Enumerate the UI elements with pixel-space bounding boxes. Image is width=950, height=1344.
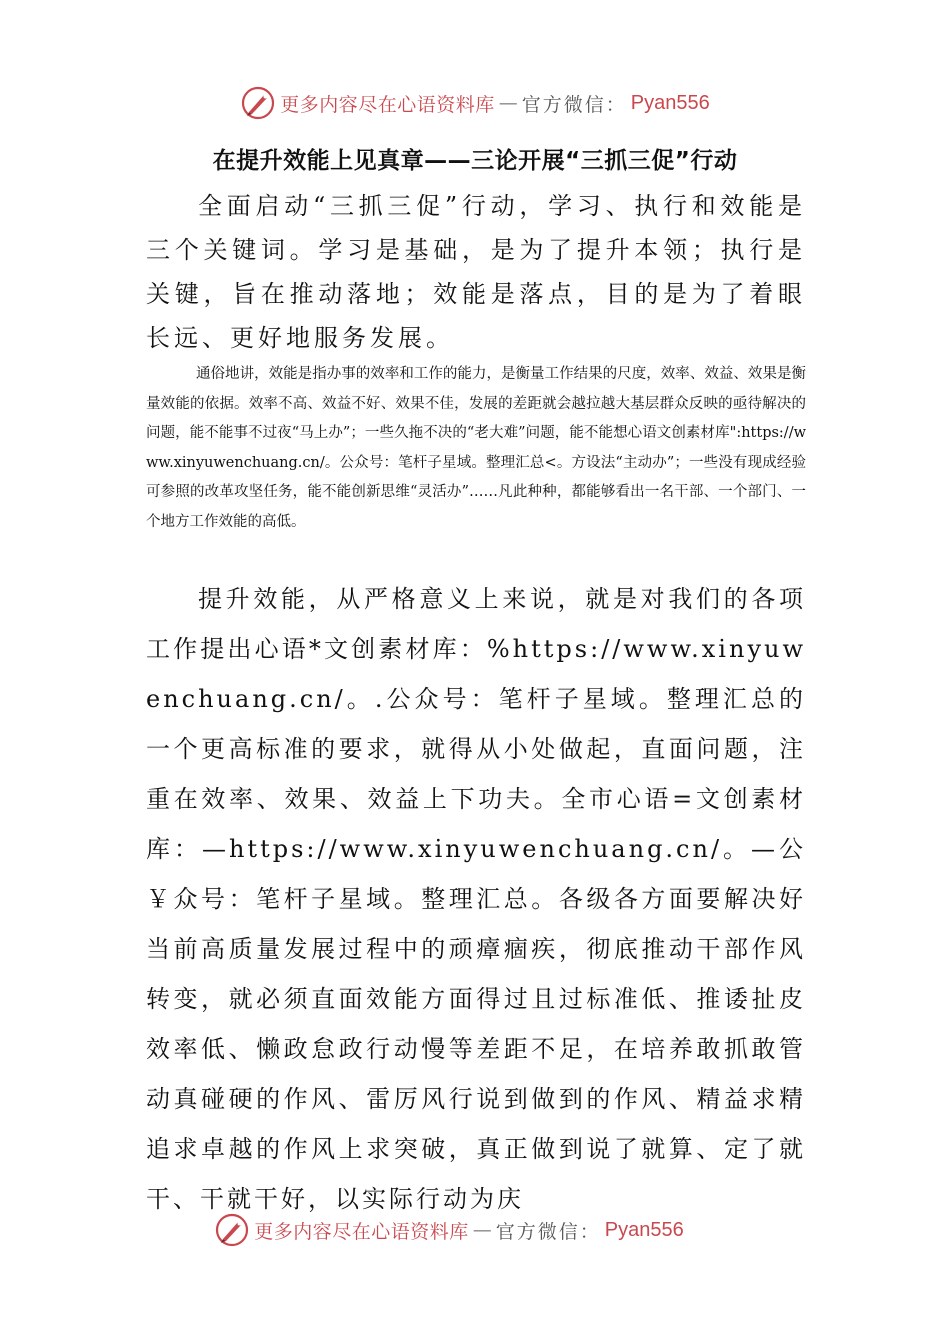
footer-banner-dash: —: [472, 1219, 492, 1241]
paragraph-intro: 全面启动“三抓三促”行动，学习、执行和效能是三个关键词。学习是基础，是为了提升本领；执行是关键，旨在推动落地；效能是落点，目的是为了着眼长远、更好地服务发展。: [146, 192, 806, 352]
footer-banner-text: 更多内容尽在心语资料库: [254, 1220, 469, 1243]
footer-wechat-id: Pyan556: [604, 1218, 684, 1241]
pen-logo-icon: [240, 85, 276, 121]
footer-banner: [0, 1210, 924, 1250]
header-wechat-id: Pyan556: [630, 91, 710, 114]
footer-wechat-label: 官方微信：: [495, 1220, 601, 1243]
paragraph-small-print: 通俗地讲，效能是指办事的效率和工作的能力，是衡量工作结果的尺度，效率、效益、效果是衡量效能的依据。效率不高、效益不好、效果不佳，发展的差距就会越拉越大基层群众反映的亟待解决的问题，能不能事不过夜“马上办”；一些久拖不决的“老大难”问题，能不能想心语文创素材库":https://www.xinyuwenchuang.cn/。公众号：笔杆子星域。整理汇总<。方设法“主动办”；一些没有现成经验可参照的改革攻坚任务，能不能创新思维“灵活办”……凡此种种，都能够看出一名干部、一个部门、一个地方工作效能的高低。: [146, 366, 806, 530]
paragraph-body: 提升效能，从严格意义上来说，就是对我们的各项工作提出心语*文创素材库：%https://www.xinyuwenchuang.cn/。.公众号：笔杆子星域。整理汇总的一个更高标准的要求，就得从小处做起，直面问题，注重在效率、效果、效益上下功夫。全市心语=文创素材库：—https://www.xinyuwenchuang.cn/。—公￥众号：笔杆子星域。整理汇总。各级各方面要解决好当前高质量发展过程中的顽瘴痼疾，彻底推动干部作风转变，就必须直面效能方面得过且过标准低、推诿扯皮效率低、懒政怠政行动慢等差距不足，在培养敢抓敢管动真碰硬的作风、雷厉风行说到做到的作风、精益求精追求卓越的作风上求突破，真正做到说了就算、定了就干、干就干好，以实际行动为庆: [146, 585, 806, 1213]
document-title: 在提升效能上见真章——三论开展“三抓三促”行动: [212, 148, 738, 174]
header-banner: [0, 83, 950, 123]
header-banner-dash: —: [498, 92, 518, 114]
header-wechat-label: 官方微信：: [521, 93, 627, 116]
pen-logo-icon: [214, 1212, 250, 1248]
header-banner-text: 更多内容尽在心语资料库: [280, 93, 495, 116]
